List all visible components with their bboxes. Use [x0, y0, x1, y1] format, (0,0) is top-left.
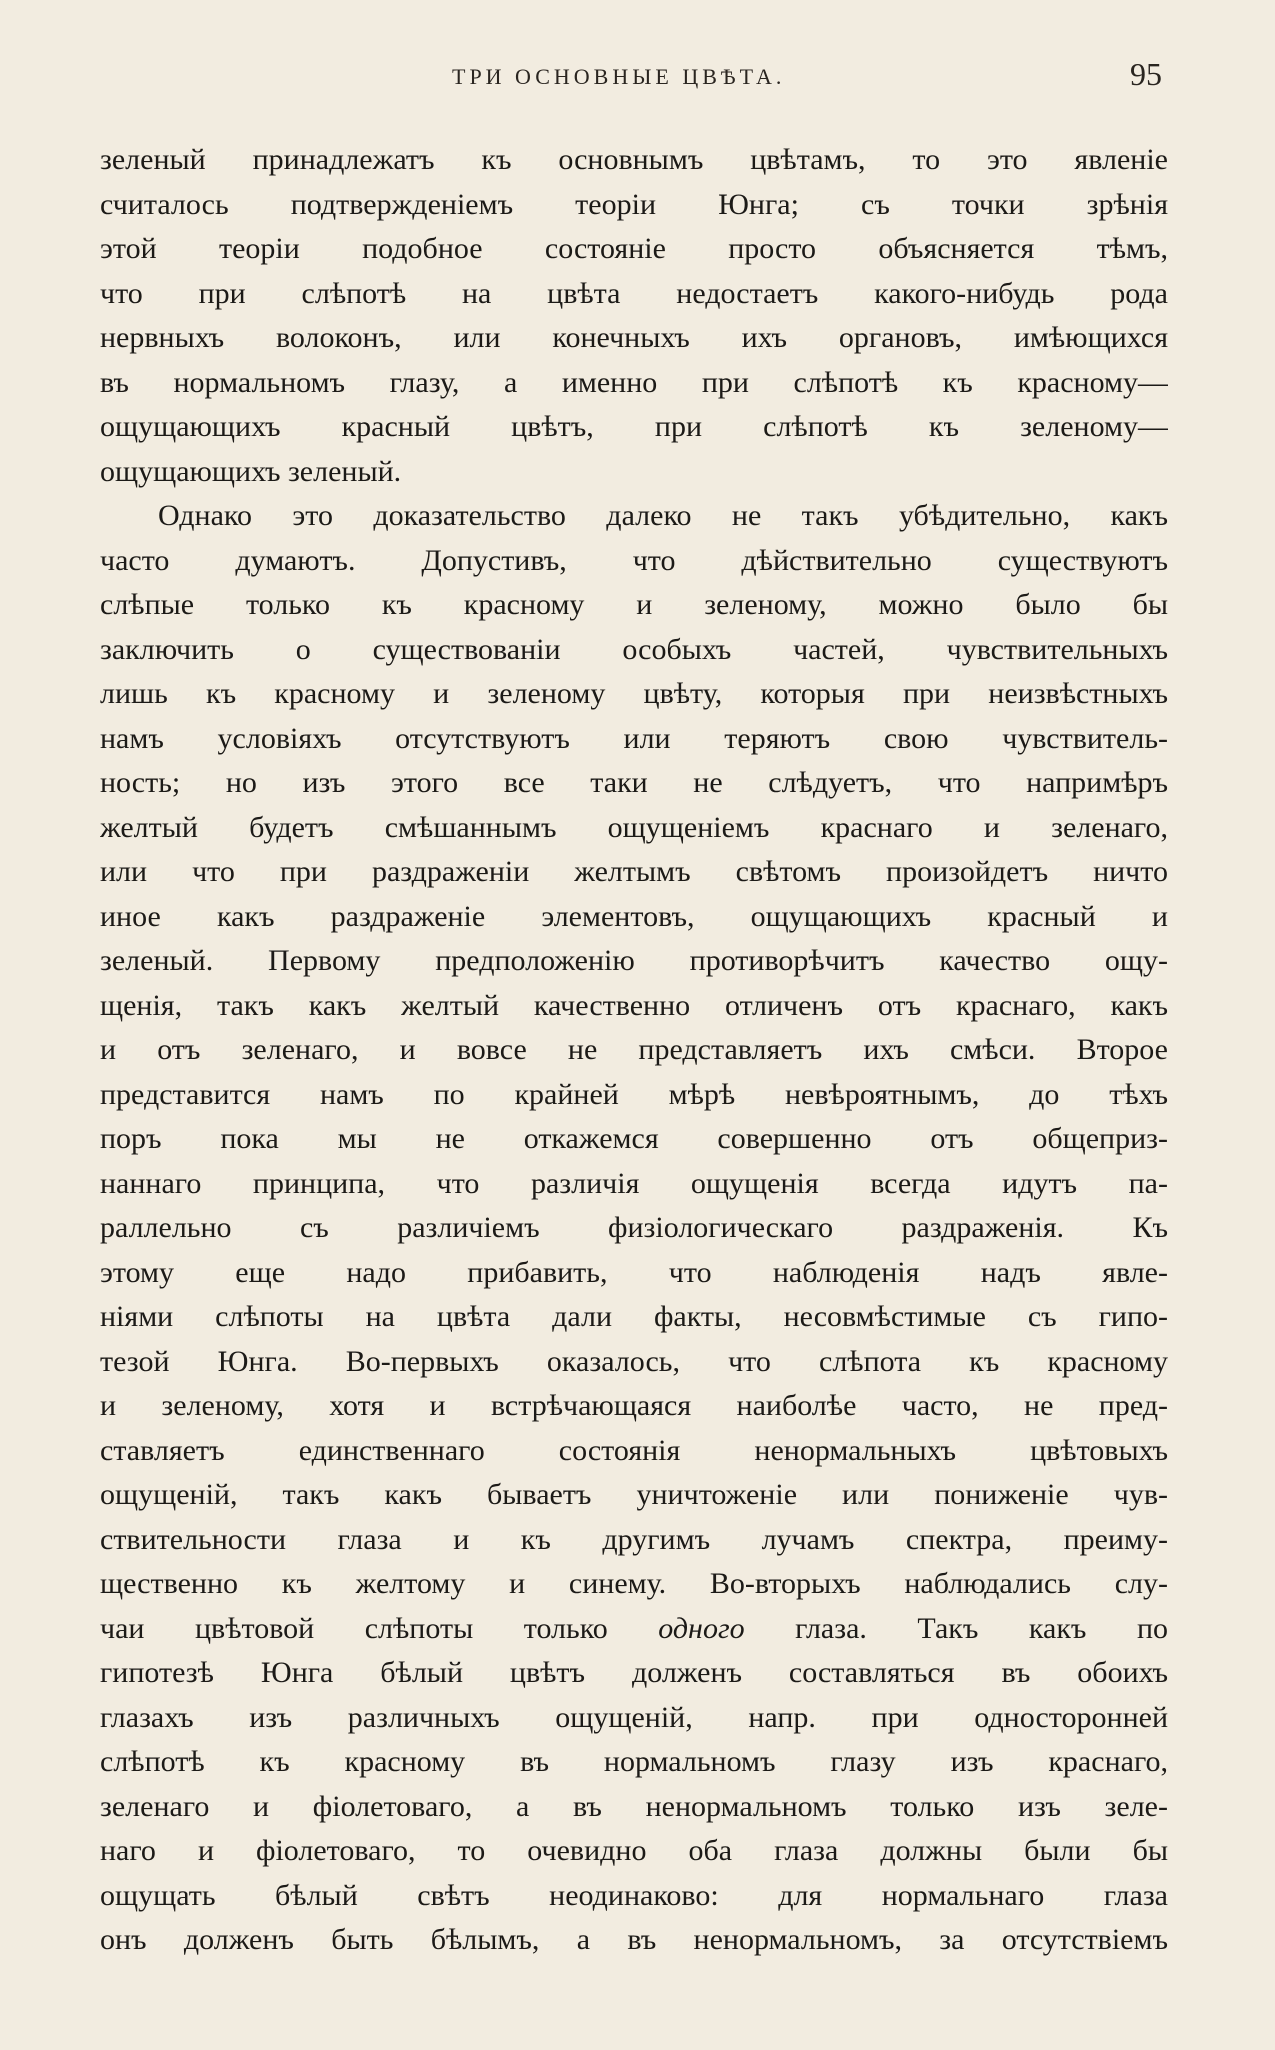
emphasized-word: одного — [658, 1611, 745, 1645]
text-line: наннаго принципа, что различія ощущенія всегда идутъ па- — [100, 1166, 1168, 1200]
text-line: ность; но изъ этого все таки не слѣдуетъ, что напримѣръ — [100, 766, 1168, 799]
text-line: желтый будетъ смѣшаннымъ ощущеніемъ краснаго и зеленаго, — [100, 810, 1168, 844]
text-line: щенія, такъ какъ желтый качественно отличенъ отъ краснаго, какъ — [100, 988, 1168, 1022]
text-line: нервныхъ волоконъ, или конечныхъ ихъ органовъ, имѣющихся — [100, 321, 1168, 354]
text-line: ніями слѣпоты на цвѣта дали факты, несовмѣстимые съ гипо- — [100, 1300, 1168, 1333]
text-line: слѣпые только къ красному и зеленому, можно было бы — [100, 588, 1168, 621]
paragraph-first-line: Однако это доказательство далеко не такъ убѣдительно, какъ — [158, 499, 1168, 532]
text-line: считалось подтвержденіемъ теоріи Юнга; съ точки зрѣнія — [100, 187, 1168, 221]
text-line: зеленаго и фіолетоваго, а въ ненормальномъ только изъ зеле- — [100, 1789, 1168, 1823]
text-line: этой теоріи подобное состояніе просто объясняется тѣмъ, — [100, 232, 1168, 265]
text-line: щественно къ желтому и синему. Во-вторыхъ наблюдались слу- — [100, 1567, 1168, 1600]
text-line: ощущающихъ красный цвѣтъ, при слѣпотѣ къ зеленому— — [100, 410, 1168, 443]
text-line: тезой Юнга. Во-первыхъ оказалось, что слѣпота къ красному — [100, 1344, 1168, 1378]
text-line: гипотезѣ Юнга бѣлый цвѣтъ долженъ составляться въ обоихъ — [100, 1656, 1168, 1689]
text-line: намъ условіяхъ отсутствуютъ или теряютъ свою чувствитель- — [100, 721, 1168, 755]
text-line: и отъ зеленаго, и вовсе не представляетъ ихъ смѣси. Второе — [100, 1033, 1168, 1066]
text-line: ставляетъ единственнаго состоянія ненормальныхъ цвѣтовыхъ — [100, 1433, 1168, 1467]
text-line: раллельно съ различіемъ физіологическаго раздраженія. Къ — [100, 1211, 1168, 1244]
text-line: онъ долженъ быть бѣлымъ, а въ ненормальномъ, за отсутствіемъ — [100, 1923, 1168, 1956]
text-line: часто думаютъ. Допустивъ, что дѣйствительно существуютъ — [100, 543, 1168, 577]
text-line: слѣпотѣ къ красному въ нормальномъ глазу изъ краснаго, — [100, 1745, 1168, 1778]
running-title: ТРИ ОСНОВНЫЕ ЦВѢТА. — [452, 64, 786, 89]
body-text — [100, 138, 1168, 1963]
text-line-with-italic: чаи цвѣтовой слѣпоты только одного глаза. Такъ какъ по — [100, 1611, 1168, 1645]
text-line: представится намъ по крайней мѣрѣ невѣроятнымъ, до тѣхъ — [100, 1077, 1168, 1111]
text-line: поръ пока мы не откажемся совершенно отъ общеприз- — [100, 1122, 1168, 1155]
text-line: этому еще надо прибавить, что наблюденія надъ явле- — [100, 1255, 1168, 1289]
text-line: иное какъ раздраженіе элементовъ, ощущающихъ красный и — [100, 899, 1168, 933]
text-line: что при слѣпотѣ на цвѣта недостаетъ какого-нибудь рода — [100, 276, 1168, 310]
text-line: въ нормальномъ глазу, а именно при слѣпотѣ къ красному— — [100, 365, 1168, 399]
text-line: зеленый. Первому предположенію противорѣчитъ качество ощу- — [100, 944, 1168, 977]
text-line: или что при раздраженіи желтымъ свѣтомъ произойдетъ ничто — [100, 855, 1168, 888]
text-line: ощущеній, такъ какъ бываетъ уничтоженіе или пониженіе чув- — [100, 1478, 1168, 1511]
text-line: наго и фіолетоваго, то очевидно оба глаза должны были бы — [100, 1834, 1168, 1867]
text-line: зеленый принадлежатъ къ основнымъ цвѣтамъ, то это явленіе — [100, 143, 1168, 176]
text-line: заключить о существованіи особыхъ частей, чувствительныхъ — [100, 632, 1168, 666]
text-line: глазахъ изъ различныхъ ощущеній, напр. при односторонней — [100, 1700, 1168, 1734]
text-line: ощущающихъ зеленый. — [100, 454, 402, 488]
page-number: 95 — [1130, 56, 1162, 92]
text-line: и зеленому, хотя и встрѣчающаяся наиболѣе часто, не пред- — [100, 1389, 1168, 1422]
text-line: ствительности глаза и къ другимъ лучамъ спектра, преиму- — [100, 1522, 1168, 1556]
text-line: лишь къ красному и зеленому цвѣту, которыя при неизвѣстныхъ — [100, 677, 1168, 710]
text-line: ощущать бѣлый свѣтъ неодинаково: для нормальнаго глаза — [100, 1878, 1168, 1912]
